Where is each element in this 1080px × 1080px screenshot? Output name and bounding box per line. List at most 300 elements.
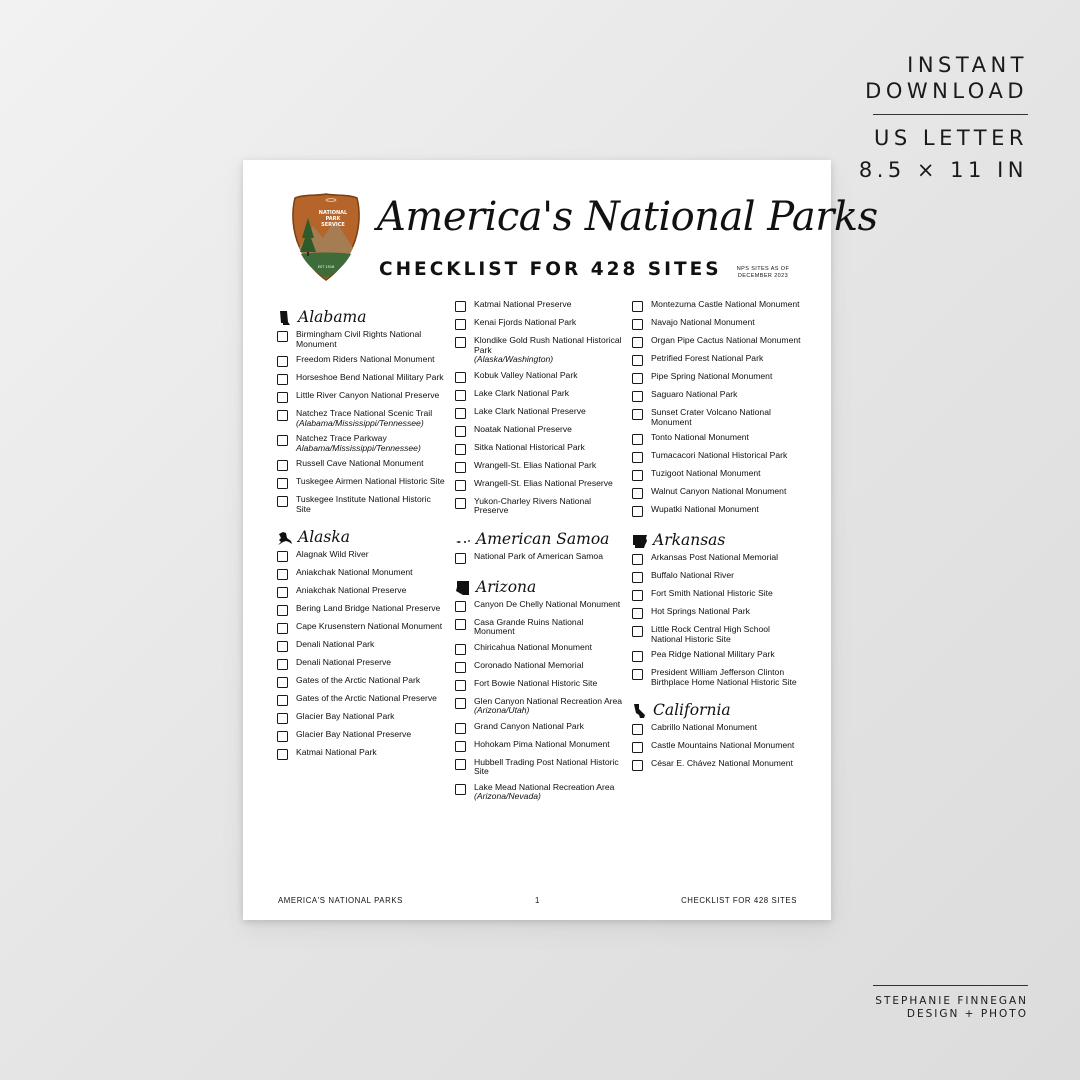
checkbox[interactable]: [277, 623, 288, 634]
site-label: Hot Springs National Park: [651, 606, 750, 616]
checklist-item: [455, 425, 625, 437]
checkbox[interactable]: [632, 391, 643, 402]
california-shape-icon: [632, 703, 648, 719]
checklist-item: [632, 336, 802, 348]
state-heading: [277, 520, 447, 546]
checkbox[interactable]: [632, 572, 643, 583]
site-name: [296, 373, 444, 383]
site-name: [651, 607, 750, 617]
site-name: [296, 459, 424, 469]
state-heading: [455, 570, 625, 596]
checklist-item: [277, 550, 447, 562]
checkbox[interactable]: [455, 390, 466, 401]
checkbox[interactable]: [277, 605, 288, 616]
site-label: Fort Smith National Historic Site: [651, 588, 773, 598]
checklist-item: [632, 589, 802, 601]
checklist-item: [455, 758, 625, 777]
site-label: Sunset Crater Volcano National Monument: [651, 407, 771, 427]
checklist-item: [277, 355, 447, 367]
site-label: Natchez Trace Parkway: [296, 433, 387, 443]
site-label: Cabrillo National Monument: [651, 722, 758, 732]
site-name: [296, 604, 440, 614]
checkbox[interactable]: [277, 392, 288, 403]
page-subtitle: CHECKLIST FOR 428 SITES: [379, 259, 722, 280]
site-label: Pipe Spring National Monument: [651, 371, 773, 381]
site-label: Little Rock Central High School National Historic Site: [651, 624, 770, 644]
site-label: Tonto National Monument: [651, 432, 749, 442]
checklist-item: [455, 371, 625, 383]
checkbox[interactable]: [455, 662, 466, 673]
site-label: Cape Krusenstern National Monument: [296, 621, 443, 631]
checklist-item: [632, 759, 802, 771]
checklist-item: [277, 676, 447, 688]
site-label: Hohokam Pima National Monument: [474, 738, 610, 749]
checklist-item: [277, 409, 447, 428]
checklist-page: [243, 160, 878, 920]
site-name: [296, 409, 432, 428]
checkbox[interactable]: [632, 355, 643, 366]
site-name: [296, 586, 406, 596]
checklist-item: [632, 300, 802, 312]
checklist-item: [632, 372, 802, 384]
site-label: Glacier Bay National Park: [296, 711, 395, 721]
site-name: [651, 372, 772, 382]
site-label: Noatak National Preserve: [474, 423, 572, 434]
checkbox[interactable]: [455, 644, 466, 655]
site-label: Kobuk Valley National Park: [474, 369, 578, 380]
site-name: [474, 661, 583, 671]
checklist-item: [455, 479, 625, 491]
site-note: (Alaska/Washington): [474, 354, 554, 364]
checklist-item: [277, 658, 447, 670]
site-name: [651, 723, 757, 733]
american-samoa-shape-icon: [455, 532, 471, 548]
nps-arrowhead-logo: [291, 192, 361, 282]
credit-role: DESIGN + PHOTO: [906, 1008, 1028, 1020]
site-label: Gates of the Arctic National Preserve: [296, 693, 437, 703]
checkbox[interactable]: [632, 554, 643, 565]
checklist-item: [632, 741, 802, 753]
state-name: Arkansas: [653, 531, 726, 549]
state-heading: [632, 693, 802, 719]
credit-name: STEPHANIE FINNEGAN: [875, 995, 1028, 1007]
site-label: Little River Canyon National Preserve: [296, 390, 440, 400]
checkbox[interactable]: [455, 784, 466, 795]
site-label: Glen Canyon National Recreation Area: [474, 695, 623, 706]
site-name: [651, 625, 802, 644]
checklist-item: [277, 495, 447, 514]
arizona-shape-icon: [455, 580, 471, 596]
checklist-item: [277, 586, 447, 598]
site-label: Canyon De Chelly National Monument: [474, 598, 621, 609]
site-label: Aniakchak National Monument: [296, 567, 413, 577]
site-name: [474, 300, 571, 310]
site-label: Lake Clark National Preserve: [474, 405, 586, 416]
checkbox[interactable]: [277, 731, 288, 742]
site-label: Sitka National Historical Park: [474, 441, 585, 452]
checkbox[interactable]: [632, 337, 643, 348]
checkbox[interactable]: [632, 651, 643, 662]
state-name: Alabama: [298, 308, 367, 326]
site-name: [296, 477, 445, 487]
site-label: Castle Mountains National Monument: [651, 740, 795, 750]
tag-size: 8.5 × 11 IN: [858, 158, 1028, 182]
checkbox[interactable]: [632, 470, 643, 481]
checklist-item: [277, 330, 447, 349]
checkbox[interactable]: [455, 408, 466, 419]
checklist-item: [455, 618, 625, 637]
site-name: [651, 451, 787, 461]
state-name: Arizona: [476, 577, 537, 596]
checkbox[interactable]: [455, 741, 466, 752]
logo-text-park: PARK: [325, 216, 341, 222]
site-name: [296, 730, 411, 740]
tag-instant: INSTANT: [907, 53, 1028, 77]
checklist-item: [455, 600, 625, 612]
site-name: [474, 618, 625, 637]
checkbox[interactable]: [277, 331, 288, 342]
state-name: Alaska: [298, 528, 350, 546]
site-name: [474, 600, 620, 610]
site-name: [651, 650, 775, 660]
checkbox[interactable]: [455, 601, 466, 612]
site-name: [651, 354, 763, 364]
checklist-item: [632, 625, 802, 644]
checkbox[interactable]: [455, 462, 466, 473]
checklist-item: [277, 373, 447, 385]
checkbox[interactable]: [277, 659, 288, 670]
checklist-item: [455, 643, 625, 655]
site-name: [474, 479, 613, 489]
checklist-item: [277, 477, 447, 489]
site-name: [474, 461, 596, 471]
state-name: California: [653, 701, 731, 719]
checkbox[interactable]: [632, 608, 643, 619]
site-name: [296, 640, 374, 650]
site-name: [651, 505, 759, 515]
checkbox[interactable]: [277, 356, 288, 367]
checkbox[interactable]: [277, 695, 288, 706]
checklist-item: [455, 407, 625, 419]
site-name: [474, 371, 578, 381]
site-name: [296, 568, 413, 578]
checklist-item: [277, 434, 447, 453]
site-label: President William Jefferson Clinton Birthplace Home National Historic Site: [651, 667, 797, 687]
checklist-item: [455, 552, 625, 564]
site-name: [296, 550, 369, 560]
tag-download: DOWNLOAD: [865, 79, 1028, 103]
site-label: Wrangell-St. Elias National Park: [474, 459, 597, 470]
checkbox[interactable]: [455, 426, 466, 437]
site-label: Gates of the Arctic National Park: [296, 675, 421, 685]
checkbox[interactable]: [277, 496, 288, 507]
checkbox[interactable]: [455, 480, 466, 491]
site-label: Buffalo National River: [651, 570, 734, 580]
site-label: Freedom Riders National Monument: [296, 354, 435, 364]
site-label: Glacier Bay National Preserve: [296, 729, 412, 739]
checklist-item: [455, 461, 625, 473]
checkbox[interactable]: [277, 749, 288, 760]
site-name: [474, 318, 576, 328]
checklist-item: [277, 712, 447, 724]
site-name: [474, 336, 625, 365]
site-name: [651, 318, 755, 328]
checklist-item: [455, 389, 625, 401]
checkbox[interactable]: [455, 619, 466, 630]
checklist-item: [632, 571, 802, 583]
site-label: Alagnak Wild River: [296, 549, 369, 559]
site-name: [474, 643, 592, 653]
site-name: [651, 433, 749, 443]
checkbox[interactable]: [632, 319, 643, 330]
site-name: [651, 553, 778, 563]
product-tag: [859, 52, 1028, 183]
checklist-item: [632, 354, 802, 366]
site-label: Wrangell-St. Elias National Preserve: [474, 477, 613, 488]
site-label: Denali National Park: [296, 639, 375, 649]
checklist-item: [277, 694, 447, 706]
credit-tag: [873, 985, 1028, 1021]
site-label: Bering Land Bridge National Preserve: [296, 603, 441, 613]
site-label: César E. Chávez National Monument: [651, 758, 793, 768]
tag-us-letter: US LETTER: [874, 126, 1028, 150]
checklist-item: [632, 433, 802, 445]
checkbox[interactable]: [277, 677, 288, 688]
site-name: [296, 391, 439, 401]
checkbox[interactable]: [277, 435, 288, 446]
site-label: Aniakchak National Preserve: [296, 585, 407, 595]
checklist-item: [455, 661, 625, 673]
checklist-item: [632, 390, 802, 402]
site-name: [474, 758, 625, 777]
site-label: Katmai National Park: [296, 747, 377, 757]
checkbox[interactable]: [277, 551, 288, 562]
site-name: [296, 748, 377, 758]
checklist-item: [632, 650, 802, 662]
site-name: [474, 740, 610, 750]
site-label: Montezuma Castle National Monument: [651, 299, 800, 309]
site-name: [651, 487, 786, 497]
checkbox[interactable]: [455, 723, 466, 734]
site-name: [296, 434, 421, 453]
checklist-column-2: [455, 300, 625, 808]
site-label: Tumacacori National Historical Park: [651, 450, 788, 460]
state-name: American Samoa: [476, 529, 610, 548]
site-label: Horseshoe Bend National Military Park: [296, 372, 444, 382]
checklist-item: [277, 568, 447, 580]
checklist-item: [455, 697, 625, 716]
checklist-column-1: [277, 300, 447, 766]
site-label: Navajo National Monument: [651, 317, 755, 327]
checklist-item: [632, 487, 802, 499]
site-name: [651, 589, 773, 599]
checklist-item: [632, 505, 802, 517]
site-label: Hubbell Trading Post National Historic Site: [474, 756, 619, 776]
site-label: Yukon-Charley Rivers National Preserve: [474, 495, 592, 515]
site-name: [651, 759, 793, 769]
checklist-item: [632, 469, 802, 481]
site-label: Casa Grande Ruins National Monument: [474, 616, 584, 636]
site-label: Lake Mead National Recreation Area: [474, 781, 615, 792]
checkbox[interactable]: [632, 488, 643, 499]
site-name: [296, 694, 437, 704]
site-label: Tuskegee Institute National Historic Site: [296, 494, 431, 514]
checklist-item: [277, 622, 447, 634]
site-label: Kenai Fjords National Park: [474, 317, 577, 327]
page-title: America's National Parks: [377, 194, 878, 240]
checklist-item: [632, 408, 802, 427]
checkbox[interactable]: [632, 434, 643, 445]
alabama-shape-icon: [277, 310, 293, 326]
checklist-item: [455, 783, 625, 802]
arkansas-shape-icon: [632, 533, 648, 549]
checklist-column-3: [632, 300, 802, 777]
site-label: Petrified Forest National Park: [651, 353, 764, 363]
site-note: (Arizona/Utah): [474, 705, 530, 715]
checklist-item: [455, 497, 625, 516]
site-label: Denali National Preserve: [296, 657, 392, 667]
site-name: [474, 407, 586, 417]
credit-divider: [873, 985, 1028, 986]
checklist-item: [277, 748, 447, 760]
checklist-item: [632, 607, 802, 619]
site-name: [474, 443, 585, 453]
checklist-item: [277, 459, 447, 471]
alaska-shape-icon: [277, 530, 293, 546]
site-label: Chiricahua National Monument: [474, 641, 592, 652]
checklist-item: [455, 443, 625, 455]
checkbox[interactable]: [455, 498, 466, 509]
checkbox[interactable]: [277, 641, 288, 652]
nps-note-line2: DECEMBER 2023: [737, 272, 789, 279]
site-label: Pea Ridge National Military Park: [651, 649, 775, 659]
checkbox[interactable]: [277, 374, 288, 385]
checklist-item: [455, 740, 625, 752]
checkbox[interactable]: [277, 713, 288, 724]
checkbox[interactable]: [455, 759, 466, 770]
site-label: Tuzigoot National Monument: [651, 468, 761, 478]
checkbox[interactable]: [632, 409, 643, 420]
checkbox[interactable]: [632, 452, 643, 463]
checkbox[interactable]: [455, 698, 466, 709]
checkbox[interactable]: [632, 742, 643, 753]
checklist-item: [455, 336, 625, 365]
site-label: Katmai National Preserve: [474, 299, 572, 309]
checkbox[interactable]: [632, 301, 643, 312]
checkbox[interactable]: [632, 506, 643, 517]
site-label: Russell Cave National Monument: [296, 458, 424, 468]
site-note: Alabama/Mississippi/Tennessee): [296, 442, 421, 453]
checkbox[interactable]: [632, 724, 643, 735]
checkbox[interactable]: [632, 373, 643, 384]
site-name: [651, 571, 734, 581]
site-label: Arkansas Post National Memorial: [651, 552, 779, 562]
site-name: [651, 741, 794, 751]
state-heading: [632, 523, 802, 549]
checklist-item: [455, 300, 625, 312]
site-label: Birmingham Civil Rights National Monument: [296, 329, 422, 349]
state-heading: [455, 522, 625, 548]
checkbox[interactable]: [455, 372, 466, 383]
checklist-item: [632, 318, 802, 330]
site-name: [296, 622, 442, 632]
checklist-item: [632, 668, 802, 687]
checklist-item: [632, 723, 802, 735]
site-name: [474, 425, 572, 435]
footer-left: AMERICA'S NATIONAL PARKS: [278, 896, 403, 905]
site-name: [296, 355, 435, 365]
tag-divider: [873, 114, 1028, 115]
checklist-item: [632, 553, 802, 565]
site-name: [296, 495, 447, 514]
site-name: [296, 676, 420, 686]
site-name: [296, 330, 447, 349]
site-label: Grand Canyon National Park: [474, 720, 584, 731]
checklist-item: [277, 640, 447, 652]
site-label: Organ Pipe Cactus National Monument: [651, 335, 801, 345]
checklist-item: [277, 730, 447, 742]
logo-text-service: SERVICE: [321, 222, 345, 228]
site-name: [474, 552, 603, 562]
checkbox[interactable]: [277, 478, 288, 489]
checkbox[interactable]: [455, 680, 466, 691]
site-label: Lake Clark National Park: [474, 387, 570, 398]
checkbox[interactable]: [277, 587, 288, 598]
checkbox[interactable]: [455, 444, 466, 455]
site-note: (Arizona/Nevada): [474, 791, 541, 801]
site-name: [651, 469, 761, 479]
checkbox[interactable]: [632, 760, 643, 771]
site-label: Natchez Trace National Scenic Trail: [296, 408, 433, 418]
checklist-item: [277, 604, 447, 616]
site-name: [474, 697, 625, 716]
site-label: Tuskegee Airmen National Historic Site: [296, 476, 445, 486]
site-name: [651, 336, 801, 346]
checkbox[interactable]: [277, 460, 288, 471]
checkbox[interactable]: [632, 626, 643, 637]
checkbox[interactable]: [632, 669, 643, 680]
site-name: [651, 390, 737, 400]
site-name: [296, 658, 391, 668]
site-name: [296, 712, 394, 722]
checklist-item: [455, 722, 625, 734]
page-number: 1: [535, 896, 540, 905]
site-label: Fort Bowie National Historic Site: [474, 677, 598, 688]
site-note: (Alabama/Mississippi/Tennessee): [296, 417, 424, 428]
logo-text-est: EST 1916: [317, 265, 335, 269]
checkbox[interactable]: [632, 590, 643, 601]
checkbox[interactable]: [277, 569, 288, 580]
checkbox[interactable]: [455, 319, 466, 330]
site-name: [474, 497, 625, 516]
site-label: Walnut Canyon National Monument: [651, 486, 787, 496]
site-name: [651, 668, 802, 687]
checkbox[interactable]: [455, 337, 466, 348]
nps-note-line1: NPS SITES AS OF: [736, 266, 790, 272]
site-label: Saguaro National Park: [651, 389, 738, 399]
checkbox[interactable]: [455, 553, 466, 564]
logo-text-national: NATIONAL: [318, 210, 348, 216]
checklist-item: [632, 451, 802, 463]
site-name: [474, 722, 584, 732]
site-name: [474, 389, 569, 399]
state-heading: [277, 300, 447, 326]
checkbox[interactable]: [277, 410, 288, 421]
footer-right: CHECKLIST FOR 428 SITES: [681, 896, 797, 905]
site-name: [474, 783, 625, 802]
site-label: National Park of American Samoa: [474, 550, 603, 561]
checkbox[interactable]: [455, 301, 466, 312]
